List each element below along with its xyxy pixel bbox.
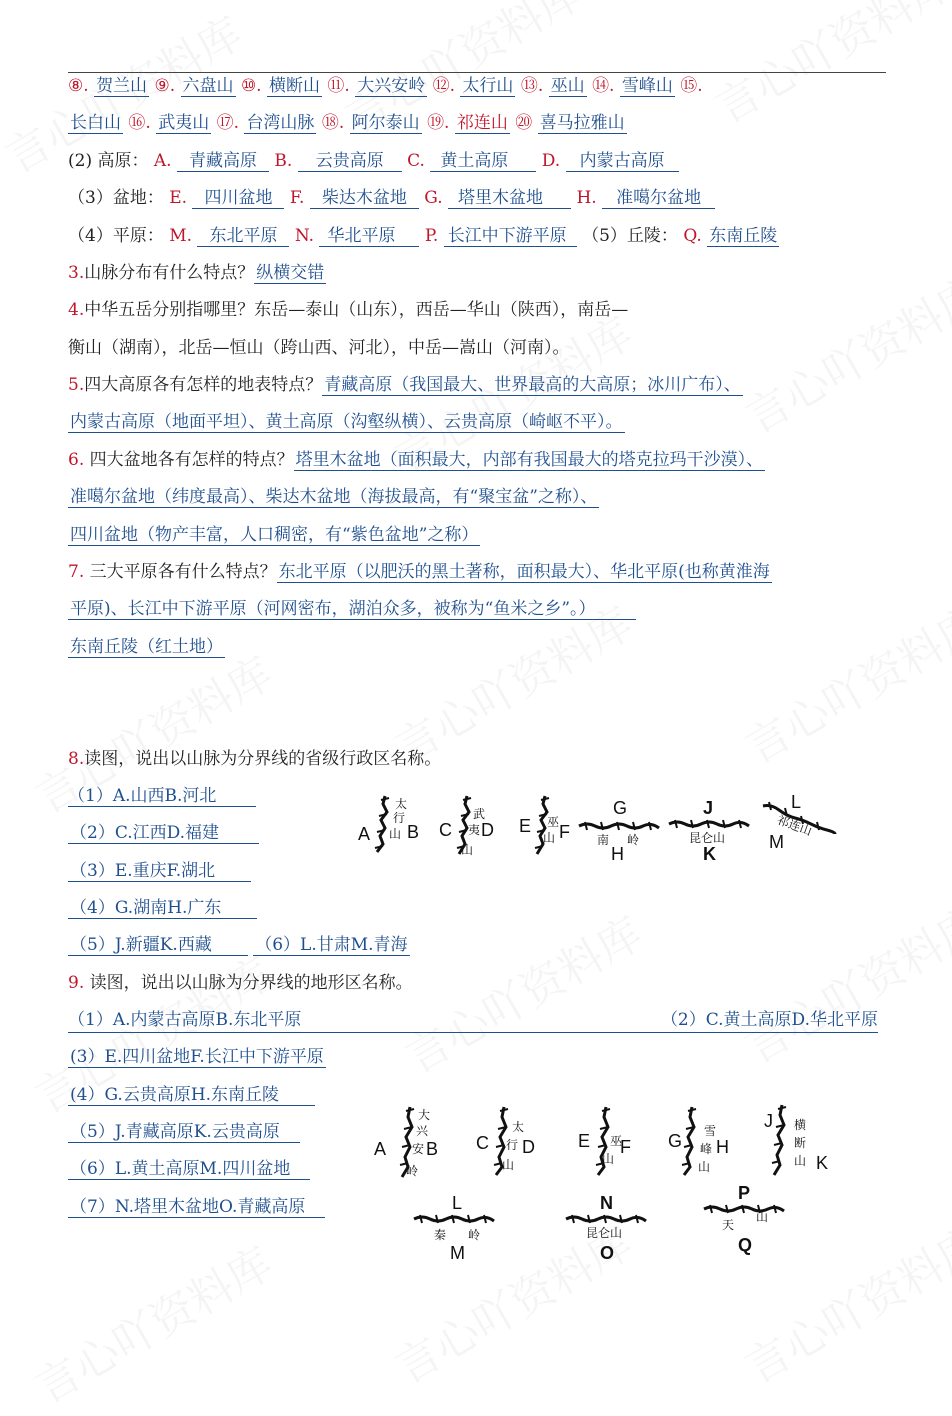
q9-diag2-name: 太行山 — [502, 1120, 525, 1172]
watermark — [392, 898, 653, 1085]
q8-diag3-left: E — [519, 816, 532, 836]
q3: 3.山脉分布有什么特点？ 纵横交错 — [68, 263, 325, 283]
q9-diag5-right: K — [816, 1153, 829, 1173]
q9-answer-1: （1）A.内蒙古高原B.东北平原 （2）C.黄土高原D.华北平原 — [68, 1008, 886, 1033]
q9-answer-6: （6）L.黄土高原M.四川盆地 — [68, 1157, 310, 1181]
q8-diagram-kunlun — [669, 798, 749, 864]
q9-diag2-left: C — [476, 1133, 489, 1153]
q9-diag5-name: 横断山 — [794, 1118, 807, 1168]
q9-diagram-wushan — [578, 1107, 631, 1175]
q8-diag6-bottom: M — [769, 832, 784, 852]
q8-diag4-name: 南 岭 — [597, 833, 640, 847]
q8-diagram-wuyi — [439, 796, 494, 857]
q9-diag7-top: N — [600, 1193, 613, 1213]
q8-answer-1: （1）A.山西B.河北 — [68, 784, 256, 808]
watermark — [732, 588, 952, 775]
q7-line1: 7. 三大平原各有什么特点？ 东北平原（以肥沃的黑土著称，面积最大）、华北平原(也称黄淮海 — [68, 562, 770, 582]
q8-answer-5: （5）J.新疆K.西藏 （6）L.甘肃M.青海 — [70, 935, 408, 955]
mountains-row1: ⑧. 贺兰山 ⑨. 六盘山 ⑩. 横断山 ⑪. 大兴安岭 ⑫. 太行山 ⑬. 巫山 ⑭. 雪峰山 ⑮. — [68, 76, 703, 96]
q9-diag6-name: 秦 岭 — [434, 1228, 481, 1242]
q9-diag8-bottom: Q — [738, 1235, 753, 1255]
q8-diagram-qilian — [763, 792, 835, 852]
watermark — [732, 888, 952, 1075]
q9-diag8-top: P — [738, 1183, 751, 1203]
q9-diag6-top: L — [452, 1193, 463, 1213]
q8-diagram-nanling — [579, 798, 659, 864]
q4-line2: 衡山（湖南），北岳—恒山（跨山西、河北），中岳—嵩山（河南）。 — [68, 338, 570, 358]
q9-diag7-name: 昆仑山 — [586, 1226, 623, 1240]
q6-line2: 准噶尔盆地（纬度最高）、柴达木盆地（海拔最高，有“聚宝盆”之称）、 — [70, 487, 598, 507]
q8-answer-2: （2）C.江西D.福建 — [68, 821, 259, 845]
q9-diagram-taihang — [476, 1107, 535, 1175]
q9-diagrams — [370, 1095, 850, 1270]
q4-line1: 4.中华五岳分别指哪里？东岳—泰山（山东），西岳—华山（陕西），南岳— — [68, 300, 629, 320]
q8-diag2-right: D — [481, 820, 494, 840]
q9-diag4-right: H — [716, 1137, 729, 1157]
q9-diag4-left: G — [668, 1131, 683, 1151]
q9-diag2-right: D — [522, 1137, 535, 1157]
watermark — [702, 0, 952, 136]
q8-answer-4: （4）G.湖南H.广东 — [68, 896, 257, 920]
q8-diag5-bottom: K — [703, 844, 716, 864]
q9-diagram-hengduan — [764, 1105, 828, 1175]
q9-diagram-tianshan — [704, 1183, 784, 1255]
q8-diag2-name: 武夷山 — [461, 807, 486, 857]
q9-diag1-name: 大兴安岭 — [406, 1108, 431, 1178]
q9-answer-4: (4）G.云贵高原H.东南丘陵 — [68, 1083, 315, 1107]
q8-diagram-wushan — [519, 796, 570, 854]
q8-diag6-top: L — [791, 792, 802, 812]
watermark — [22, 1228, 283, 1415]
q8-diagrams — [355, 790, 845, 870]
q6-line3: 四川盆地（物产丰富，人口稠密，有“紫色盆地”之称） — [70, 525, 479, 545]
q8-diagram-taihang — [358, 796, 419, 852]
q9-diag1-right: B — [426, 1139, 439, 1159]
q9-diag7-bottom: O — [600, 1243, 615, 1263]
q9-diag5-left: J — [764, 1111, 773, 1131]
q7-line2: 平原)、长江中下游平原（河网密布，湖泊众多，被称为“鱼米之乡”。） — [68, 597, 636, 621]
q9-diagram-kunlun — [566, 1193, 646, 1263]
q9-diag3-right: F — [620, 1137, 631, 1157]
q8-diag6-name: 祁连山 — [775, 812, 814, 839]
q9-diagram-daxinganling — [374, 1107, 438, 1178]
q9-answer-3: (3）E.四川盆地F.长江中下游平原 — [70, 1047, 324, 1067]
q8-diag3-right: F — [559, 822, 570, 842]
q8-diag1-name: 太行山 — [389, 797, 408, 841]
q9-diagram-qinling — [414, 1193, 494, 1263]
watermark — [732, 258, 952, 445]
q9-answer-5: （5）J.青藏高原K.云贵高原 — [68, 1120, 300, 1144]
q5-line2: 内蒙古高原（地面平坦）、黄土高原（沟壑纵横）、云贵高原（崎岖不平）。 — [70, 412, 623, 432]
top-rule — [68, 72, 886, 73]
q9-diagram-xuefeng — [668, 1107, 729, 1175]
q8-diag5-name: 昆仑山 — [689, 831, 726, 845]
q8-diag5-top: J — [703, 798, 714, 818]
q8-diag1-left: A — [358, 824, 371, 844]
q9-diag6-bottom: M — [450, 1243, 465, 1263]
q9-answer-7: （7）N.塔里木盆地O.青藏高原 — [68, 1195, 325, 1219]
plain-row: （4）平原： M. 东北平原 N. 华北平原 P. 长江中下游平原 （5）丘陵： Q. 东南丘陵 — [68, 226, 778, 246]
mountains-row2: 长白山 ⑯. 武夷山 ⑰. 台湾山脉 ⑱. 阿尔泰山 ⑲. 祁连山 ⑳ 喜马拉雅山 — [70, 113, 625, 133]
plateau-row: (2) 高原： A. 青藏高原 B. 云贵高原 C. 黄土高原 D. 内蒙古高原 — [68, 149, 679, 173]
q8-diag2-left: C — [439, 820, 452, 840]
q9-diag3-name: 巫山 — [602, 1134, 623, 1166]
q5-line1: 5.四大高原各有怎样的地表特点？ 青藏高原（我国最大、世界最高的大高原；冰川广布）、 — [68, 375, 741, 395]
q8-answer-3: （3）E.重庆F.湖北 — [68, 859, 251, 883]
q8-diag4-top: G — [613, 798, 628, 818]
q8-diag1-right: B — [407, 822, 420, 842]
q9-diag4-name: 雪峰山 — [698, 1124, 717, 1174]
q9-diag8-name: 天山 — [722, 1210, 769, 1232]
basin-row: （3）盆地： E. 四川盆地 F. 柴达木盆地 G. 塔里木盆地 H. 准噶尔盆地 — [68, 186, 715, 210]
q9-diag1-left: A — [374, 1139, 387, 1159]
q9-question: 9. 读图，说出以山脉为分界线的地形区名称。 — [68, 973, 413, 993]
q7-line3: 东南丘陵（红土地） — [70, 637, 223, 657]
q8-diag4-bottom: H — [611, 844, 624, 864]
q8-question: 8.读图，说出以山脉为分界线的省级行政区名称。 — [68, 749, 442, 769]
q9-diag3-left: E — [578, 1131, 591, 1151]
q6-line1: 6. 四大盆地各有怎样的特点？ 塔里木盆地（面积最大，内部有我国最大的塔克拉玛干沙漠）、 — [68, 450, 764, 470]
q8-diag3-name: 巫山 — [543, 815, 560, 845]
